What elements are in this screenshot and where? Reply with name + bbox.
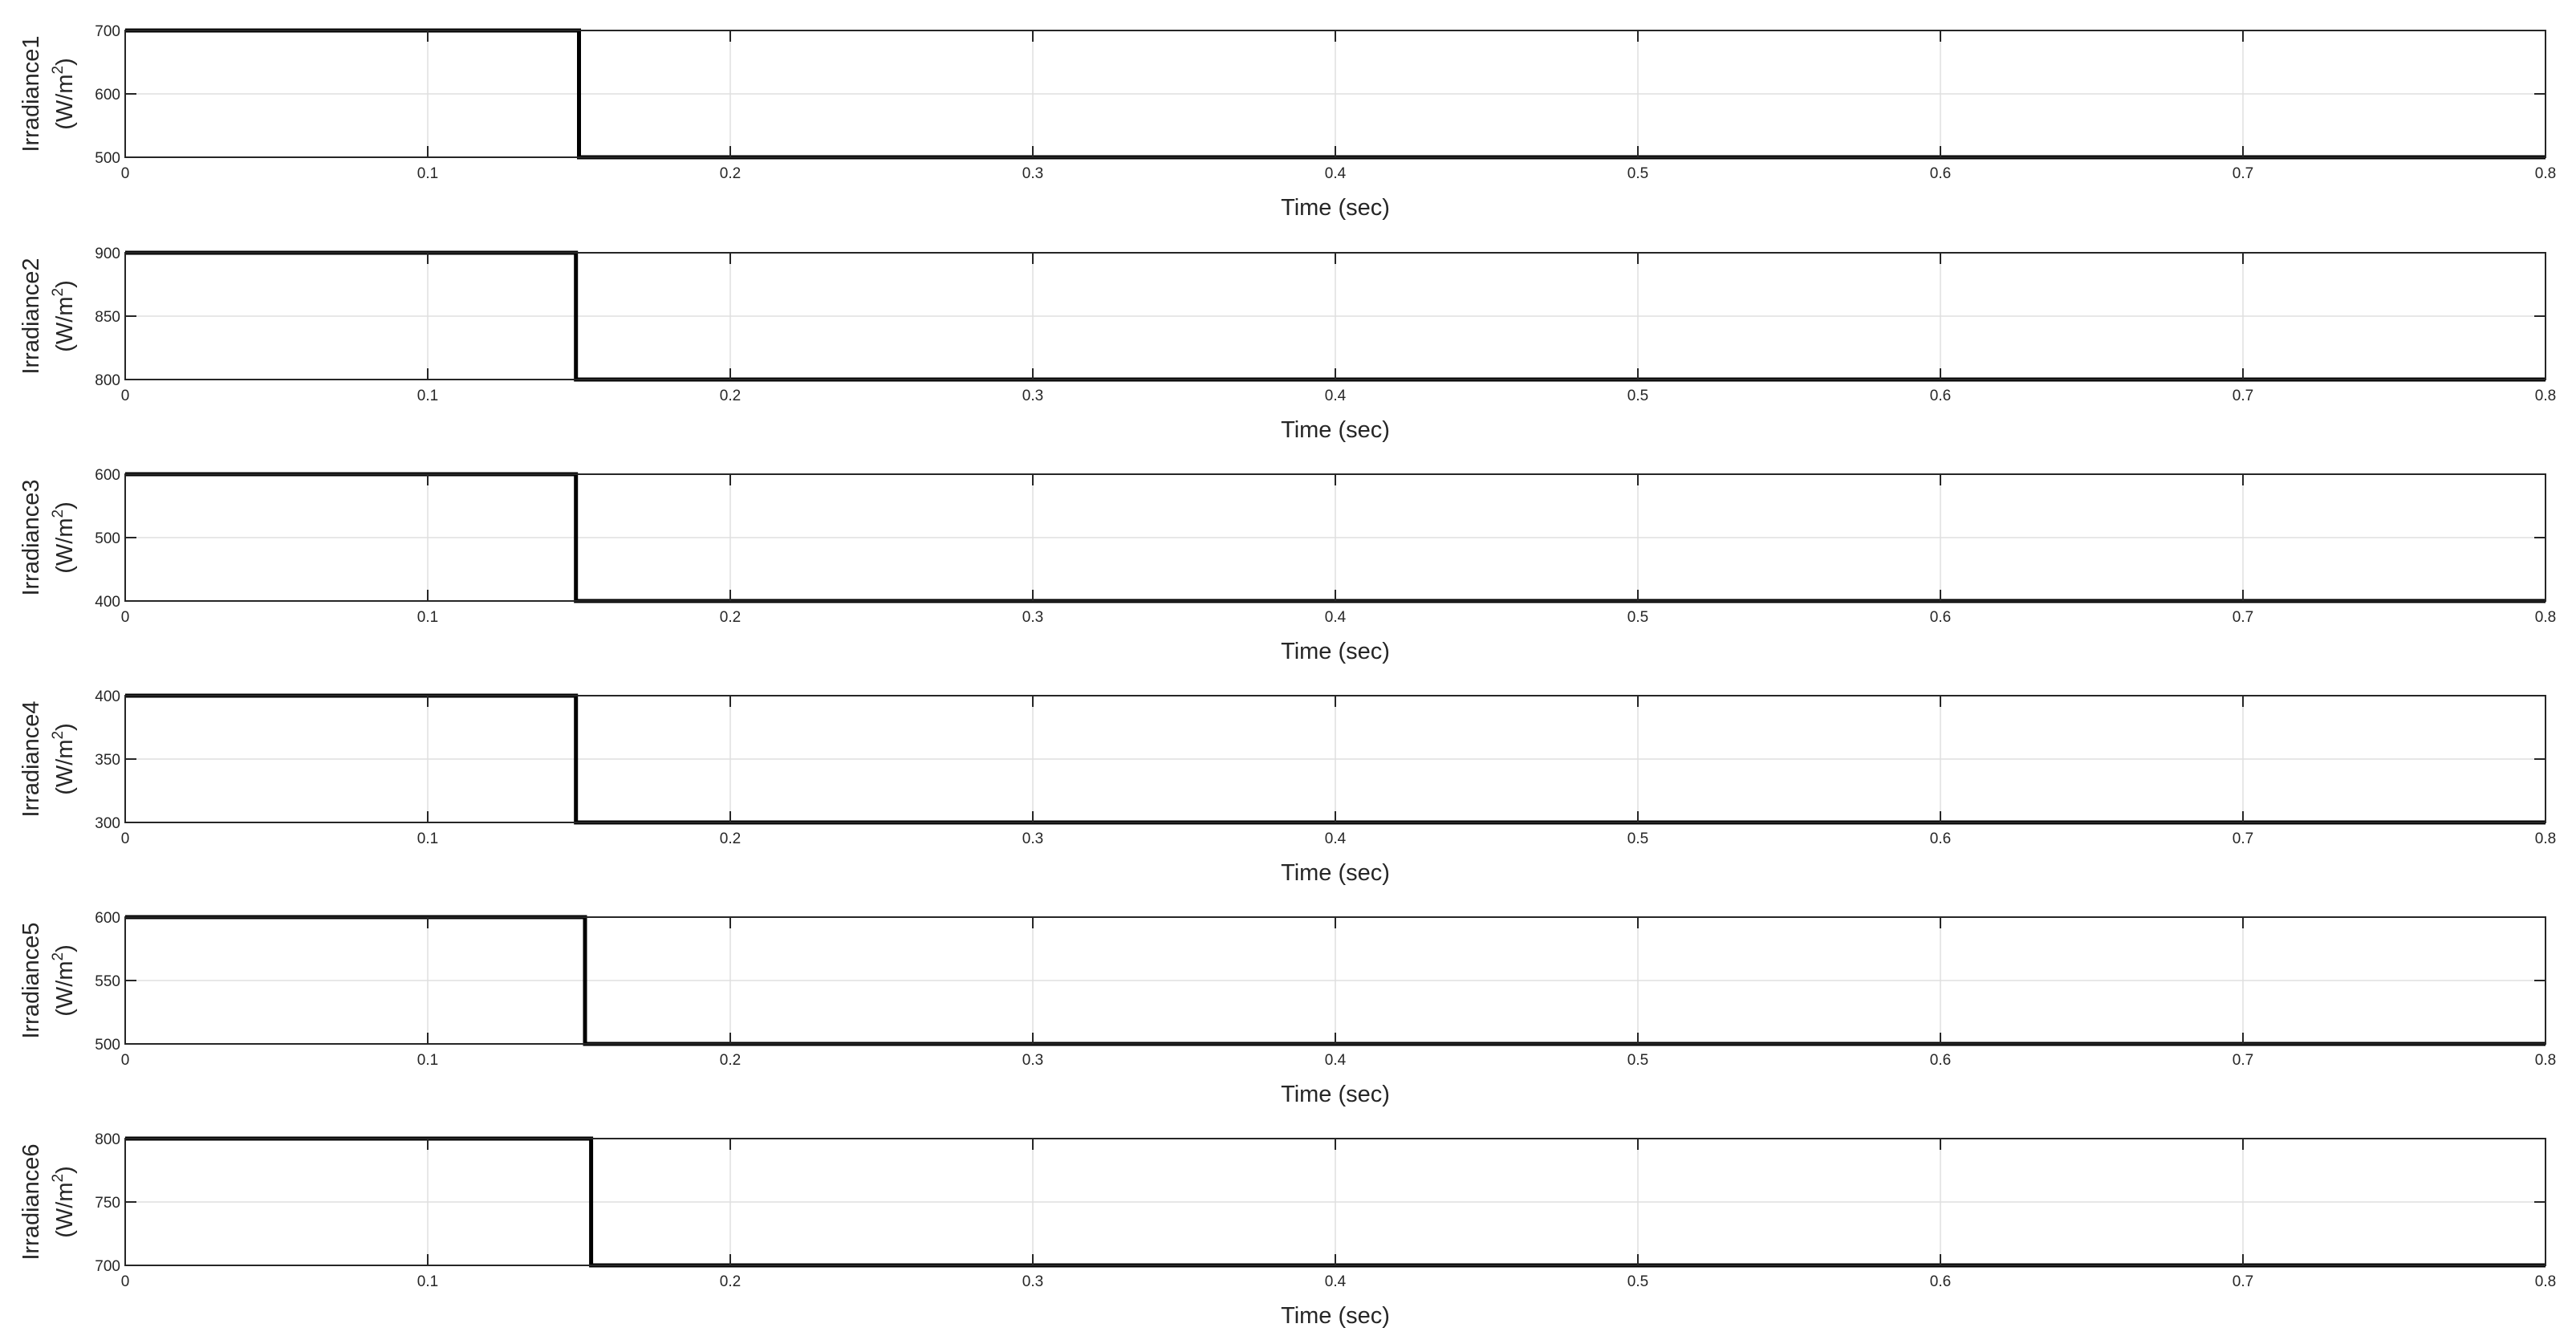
x-tick-label: 0 <box>120 1273 130 1290</box>
x-tick-label: 0.3 <box>1022 830 1044 847</box>
y-tick-label: 350 <box>95 752 120 769</box>
x-tick-label: 0.2 <box>719 165 742 182</box>
x-tick-label: 0.6 <box>1929 1052 1952 1069</box>
y-tick-label: 800 <box>95 372 120 389</box>
y-axis-label-line1: Irradiance2 <box>18 258 44 375</box>
x-tick-label: 0.7 <box>2232 1273 2254 1290</box>
subplot-6 <box>18 1131 2556 1329</box>
x-tick-label: 0.8 <box>2534 1273 2557 1290</box>
x-tick-label: 0.6 <box>1929 388 1952 404</box>
y-axis-label-line2 <box>50 280 78 352</box>
y-axis-label-line2 <box>50 944 78 1017</box>
x-tick-label: 0.2 <box>719 388 742 404</box>
x-axis-label: Time (sec) <box>1281 860 1390 886</box>
y-tick-label: 700 <box>95 1258 120 1275</box>
subplot-3 <box>18 467 2556 664</box>
subplot-5 <box>18 910 2556 1107</box>
y-axis-unit-base: (W/m <box>52 74 78 130</box>
x-tick-label: 0.8 <box>2534 388 2557 404</box>
x-tick-label: 0.4 <box>1324 609 1347 626</box>
y-tick-label: 500 <box>95 530 120 547</box>
y-tick-label: 900 <box>95 246 120 262</box>
x-tick-label: 0.6 <box>1929 165 1952 182</box>
y-tick-label: 500 <box>95 1037 120 1054</box>
y-axis-label-line1: Irradiance1 <box>18 35 44 152</box>
y-tick-label: 550 <box>95 973 120 990</box>
x-tick-label: 0.2 <box>719 1273 742 1290</box>
y-axis-label-line2 <box>50 501 78 574</box>
y-axis-unit-exponent: 2 <box>50 1173 67 1183</box>
x-tick-label: 0.3 <box>1022 1052 1044 1069</box>
y-axis-label-line2 <box>50 58 78 130</box>
x-tick-label: 0.8 <box>2534 609 2557 626</box>
y-tick-label: 600 <box>95 910 120 927</box>
x-tick-label: 0.8 <box>2534 1052 2557 1069</box>
x-tick-label: 0.7 <box>2232 609 2254 626</box>
x-axis-label: Time (sec) <box>1281 417 1390 443</box>
y-tick-label: 400 <box>95 688 120 705</box>
y-tick-label: 700 <box>95 23 120 40</box>
x-tick-label: 0.6 <box>1929 609 1952 626</box>
y-axis-unit-base: (W/m <box>52 960 78 1017</box>
x-tick-label: 0.3 <box>1022 165 1044 182</box>
y-axis-unit-exponent: 2 <box>50 65 67 75</box>
x-tick-label: 0.6 <box>1929 830 1952 847</box>
x-tick-label: 0.2 <box>719 830 742 847</box>
subplot-4 <box>18 688 2556 886</box>
y-axis-unit-close: ) <box>52 723 78 731</box>
x-tick-label: 0.5 <box>1627 1273 1649 1290</box>
x-tick-label: 0.2 <box>719 609 742 626</box>
y-axis-unit-base: (W/m <box>52 296 78 352</box>
y-tick-label: 850 <box>95 309 120 326</box>
y-axis-unit-close: ) <box>52 944 78 952</box>
y-tick-label: 600 <box>95 87 120 104</box>
x-tick-label: 0.8 <box>2534 165 2557 182</box>
x-tick-label: 0.5 <box>1627 609 1649 626</box>
x-tick-label: 0.1 <box>416 609 439 626</box>
y-axis-label-line1: Irradiance3 <box>18 479 44 596</box>
x-tick-label: 0.5 <box>1627 388 1649 404</box>
x-tick-label: 0.4 <box>1324 830 1347 847</box>
y-axis-unit-close: ) <box>52 1166 78 1174</box>
y-axis-label-line1: Irradiance6 <box>18 1143 44 1261</box>
x-tick-label: 0.4 <box>1324 1052 1347 1069</box>
x-axis-label: Time (sec) <box>1281 195 1390 221</box>
x-tick-label: 0.3 <box>1022 609 1044 626</box>
y-axis-label-line2 <box>50 1166 78 1238</box>
y-axis-unit-base: (W/m <box>52 518 78 574</box>
y-axis-unit-close: ) <box>52 501 78 510</box>
y-axis-unit-base: (W/m <box>52 1182 78 1238</box>
x-tick-label: 0.4 <box>1324 165 1347 182</box>
x-tick-label: 0.1 <box>416 1273 439 1290</box>
x-tick-label: 0.2 <box>719 1052 742 1069</box>
x-tick-label: 0 <box>120 388 130 404</box>
x-tick-label: 0.5 <box>1627 165 1649 182</box>
y-tick-label: 800 <box>95 1131 120 1148</box>
y-axis-unit-exponent: 2 <box>50 730 67 740</box>
x-axis-label: Time (sec) <box>1281 1303 1390 1329</box>
x-tick-label: 0.1 <box>416 165 439 182</box>
x-tick-label: 0 <box>120 1052 130 1069</box>
y-axis-label-line2 <box>50 723 78 795</box>
x-tick-label: 0.8 <box>2534 830 2557 847</box>
x-tick-label: 0.5 <box>1627 1052 1649 1069</box>
x-tick-label: 0.7 <box>2232 1052 2254 1069</box>
x-axis-label: Time (sec) <box>1281 639 1390 664</box>
x-tick-label: 0.1 <box>416 388 439 404</box>
x-tick-label: 0.7 <box>2232 165 2254 182</box>
y-axis-unit-close: ) <box>52 280 78 288</box>
x-tick-label: 0.3 <box>1022 388 1044 404</box>
y-tick-label: 750 <box>95 1195 120 1212</box>
x-tick-label: 0.4 <box>1324 388 1347 404</box>
x-tick-label: 0.1 <box>416 1052 439 1069</box>
y-axis-unit-base: (W/m <box>52 739 78 795</box>
y-tick-label: 400 <box>95 594 120 611</box>
x-tick-label: 0.6 <box>1929 1273 1952 1290</box>
subplot-1 <box>18 23 2556 221</box>
x-tick-label: 0.7 <box>2232 830 2254 847</box>
x-tick-label: 0.1 <box>416 830 439 847</box>
y-axis-unit-exponent: 2 <box>50 287 67 297</box>
y-tick-label: 500 <box>95 150 120 167</box>
x-axis-label: Time (sec) <box>1281 1082 1390 1107</box>
x-tick-label: 0.7 <box>2232 388 2254 404</box>
y-tick-label: 600 <box>95 467 120 484</box>
x-tick-label: 0.3 <box>1022 1273 1044 1290</box>
y-tick-label: 300 <box>95 815 120 832</box>
x-tick-label: 0 <box>120 609 130 626</box>
y-axis-label-line1: Irradiance5 <box>18 922 44 1039</box>
y-axis-unit-exponent: 2 <box>50 952 67 961</box>
x-tick-label: 0 <box>120 830 130 847</box>
subplot-2 <box>18 246 2556 443</box>
y-axis-label-line1: Irradiance4 <box>18 700 44 818</box>
x-tick-label: 0.4 <box>1324 1273 1347 1290</box>
x-tick-label: 0 <box>120 165 130 182</box>
y-axis-unit-close: ) <box>52 58 78 66</box>
x-tick-label: 0.5 <box>1627 830 1649 847</box>
y-axis-unit-exponent: 2 <box>50 509 67 518</box>
